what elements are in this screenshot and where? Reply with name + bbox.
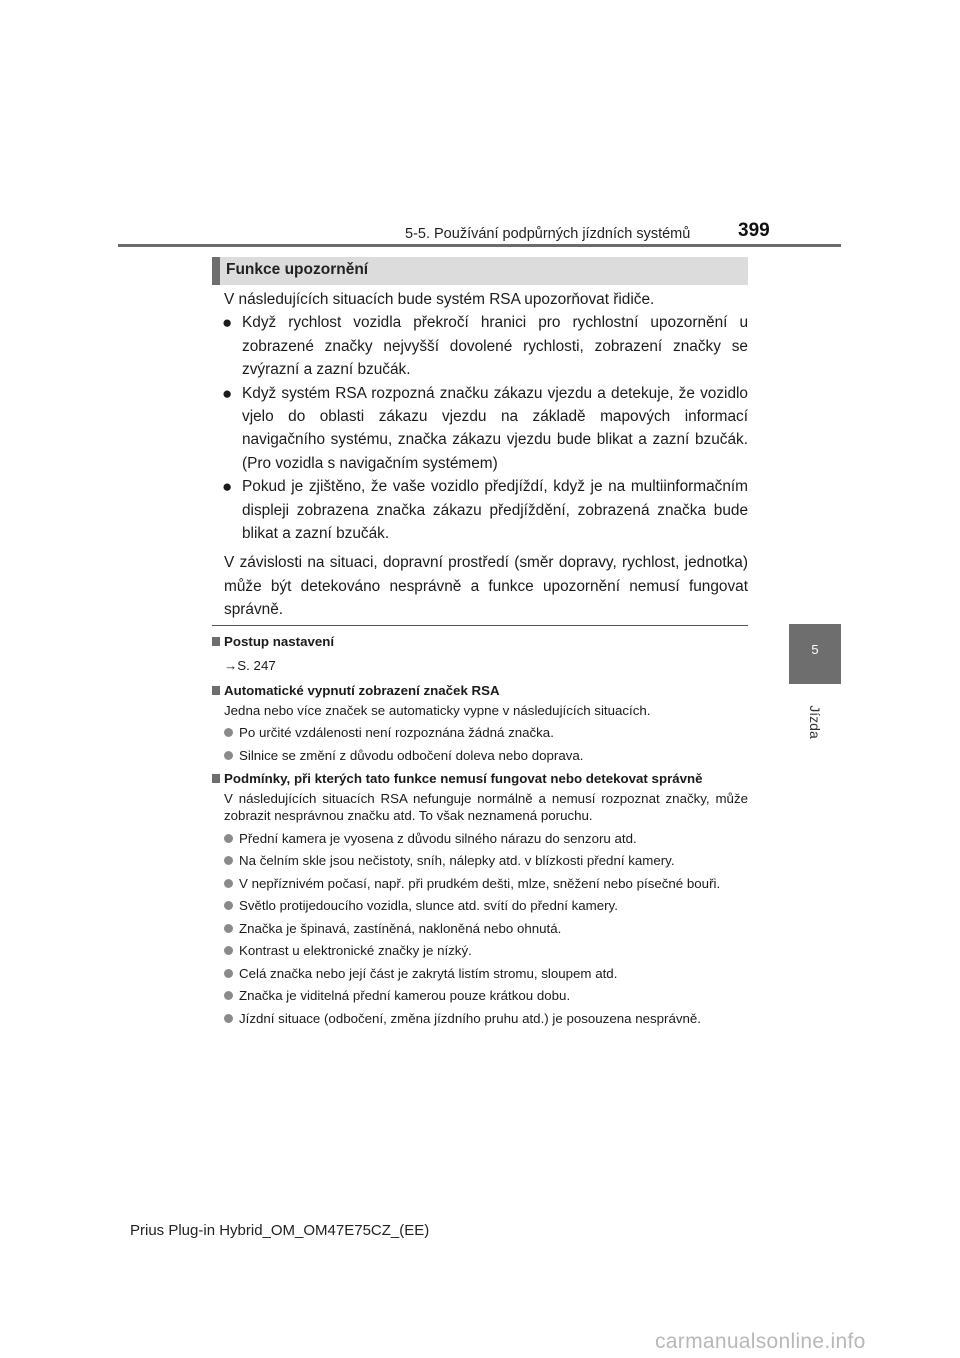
running-header-section: 5-5. Používání podpůrných jízdních systémů [405,226,691,242]
section-heading-marker [212,257,220,285]
note-list-item: Celá značka nebo její část je zakrytá listím stromu, sloupem atd. [212,965,748,983]
round-bullet-icon [224,1014,233,1023]
round-bullet-icon [224,901,233,910]
bullet-text: Když systém RSA rozpozná značku zákazu vjezdu a detekuje, že vozidlo vjelo do oblasti zákazu vjezdu na základě mapových informací navigačního systému, značka zákazu vjezdu bude blikat a zazní bzučák. (Pro vozidla s navigačním systémem) [242,384,748,472]
note-text: V následujících situacích RSA nefunguje normálně a nemusí rozpoznat značky, může zobrazit nesprávnou značku atd. To však neznamená poruchu. [224,790,748,823]
square-bullet-icon [212,774,220,783]
note-list-item: Po určité vzdálenosti není rozpoznána žádná značka. [212,724,748,742]
note-list-item: Na čelním skle jsou nečistoty, sníh, nálepky atd. v blízkosti přední kamery. [212,852,748,870]
square-bullet-icon [212,686,220,695]
chapter-label: Jízda [807,705,823,739]
main-body [224,288,748,622]
page-number: 399 [738,220,770,241]
bullet-item [224,475,748,545]
note-heading-setup [212,633,748,651]
note-list-item: Kontrast u elektronické značky je nízký. [212,942,748,960]
round-bullet-icon [224,834,233,843]
bullet-dot-icon: ● [222,477,233,497]
page-reference: →S. 247 [224,657,276,673]
note-list-item: V nepříznivém počasí, např. při prudkém dešti, mlze, sněžení nebo písečné bouři. [212,875,748,893]
square-bullet-icon [212,637,220,646]
bullet-item [224,311,748,381]
round-bullet-icon [224,856,233,865]
round-bullet-icon [224,728,233,737]
note-heading-auto-off [212,682,748,700]
round-bullet-icon [224,991,233,1000]
note-list-item: Značka je špinavá, zastíněná, nakloněná nebo ohnutá. [212,920,748,938]
round-bullet-icon [224,879,233,888]
note-text: Jedna nebo více značek se automaticky vypne v následujících situacích. [224,702,651,718]
round-bullet-icon [224,946,233,955]
document-footer: Prius Plug-in Hybrid_OM_OM47E75CZ_(EE) [130,1222,430,1239]
note-list-item: Přední kamera je vyosena z důvodu silného nárazu do senzoru atd. [212,830,748,848]
notes-separator [212,625,748,626]
section-title: Funkce upozornění [226,261,369,278]
chapter-number: 5 [811,642,819,657]
round-bullet-icon [224,751,233,760]
bullet-dot-icon: ● [222,383,233,403]
bullet-text: Když rychlost vozidla překročí hranici pro rychlostní upozornění u zobrazené značky nejvyšší dovolené rychlosti, zobrazení značky se zvýrazní a zazní bzučák. [242,314,748,379]
bullet-dot-icon: ● [222,313,233,333]
watermark: carmanualsonline.info [655,1330,866,1353]
note-heading-text: Automatické vypnutí zobrazení značek RSA [224,683,500,698]
outro-paragraph: V závislosti na situaci, dopravní prostředí (směr dopravy, rychlost, jednotka) může být detekováno nesprávně a funkce upozornění nemusí fungovat správně. [224,554,748,619]
note-list-item: Jízdní situace (odbočení, změna jízdního pruhu atd.) je posouzena nesprávně. [212,1010,748,1028]
round-bullet-icon [224,924,233,933]
note-heading-text: Podmínky, při kterých tato funkce nemusí fungovat nebo detekovat správně [224,771,703,786]
note-heading-conditions [212,770,748,788]
note-list-item: Světlo protijedoucího vozidla, slunce atd. svítí do přední kamery. [212,897,748,915]
note-list-item: Silnice se změní z důvodu odbočení doleva nebo doprava. [212,747,748,765]
bullet-item [224,382,748,476]
chapter-label-wrap [780,692,850,752]
round-bullet-icon [224,969,233,978]
notes-block [212,633,748,1027]
intro-paragraph: V následujících situacích bude systém RSA upozorňovat řidiče. [224,291,655,308]
note-list-item: Značka je viditelná přední kamerou pouze krátkou dobu. [212,987,748,1005]
note-heading-text: Postup nastavení [224,634,335,649]
header-rule [118,244,841,247]
bullet-text: Pokud je zjištěno, že vaše vozidlo předjíždí, když je na multiinformačním displeji zobrazena značka zákazu předjíždění, zobrazená značka bude blikat a zazní bzučák. [242,478,748,543]
